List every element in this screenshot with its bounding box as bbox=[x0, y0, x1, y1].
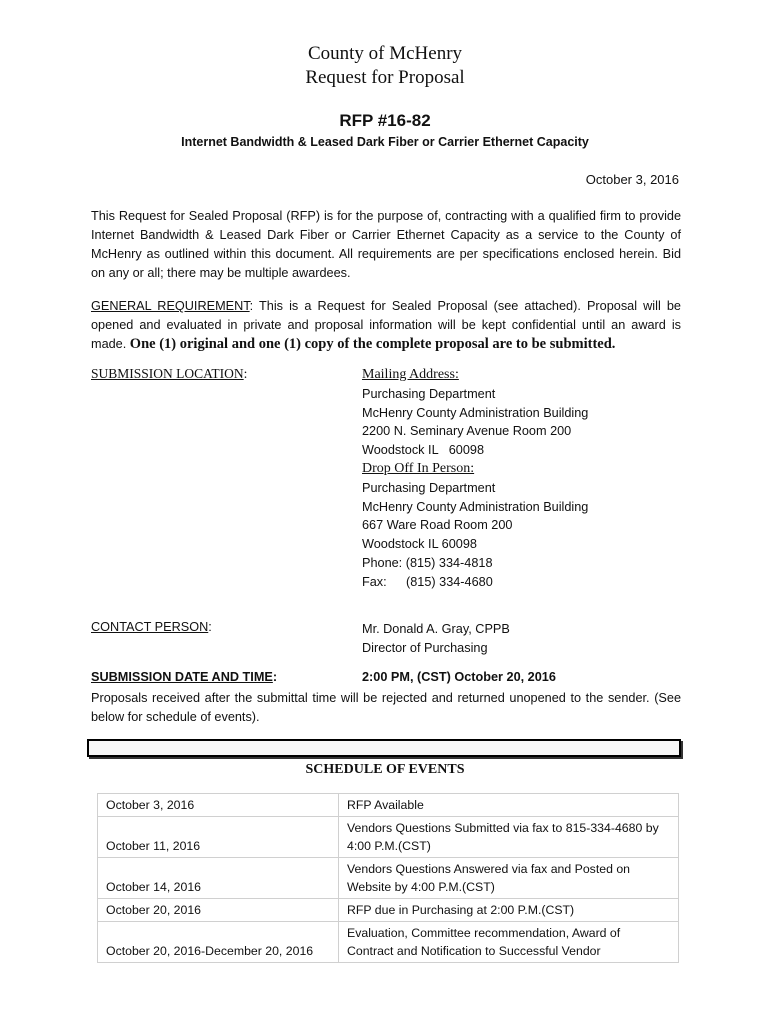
schedule-event: RFP due in Purchasing at 2:00 P.M.(CST) bbox=[339, 899, 679, 922]
general-requirement-paragraph bbox=[91, 297, 681, 354]
contact-title: Director of Purchasing bbox=[362, 640, 488, 655]
contact-name: Mr. Donald A. Gray, CPPB bbox=[362, 622, 510, 636]
table-row bbox=[98, 858, 679, 899]
schedule-date: October 14, 2016 bbox=[98, 858, 339, 899]
schedule-title: SCHEDULE OF EVENTS bbox=[305, 762, 465, 777]
mailing-line: 2200 N. Seminary Avenue Room 200 bbox=[362, 424, 572, 439]
section-divider-bar bbox=[87, 739, 681, 757]
schedule-event: Vendors Questions Submitted via fax to 815-334-4680 by 4:00 P.M.(CST) bbox=[339, 817, 679, 858]
table-row bbox=[98, 899, 679, 922]
fax-line: Fax: (815) 334-4680 bbox=[362, 574, 493, 589]
mailing-line: Purchasing Department bbox=[362, 386, 496, 401]
mailing-address-header: Mailing Address: bbox=[362, 367, 459, 382]
submission-location-label: SUBMISSION LOCATION: bbox=[91, 366, 248, 381]
general-requirement-bold: One (1) original and one (1) copy of the complete proposal are to be submitted. bbox=[129, 336, 616, 352]
intro-paragraph: This Request for Sealed Proposal (RFP) is for the purpose of, contracting with a qualified firm to provide Internet Bandwidth & Leased Dark Fiber or Carrier Ethernet Capacity as a service to the County of McHenry as outlined within this document. All requirements are per specifications enclosed herein. Bid on any or all; there may be multiple awardees. bbox=[91, 209, 681, 280]
contact-person bbox=[362, 620, 510, 658]
mailing-line: Woodstock IL 60098 bbox=[362, 443, 485, 458]
dropoff-line: 667 Ware Road Room 200 bbox=[362, 518, 513, 533]
submission-date-label: SUBMISSION DATE AND TIME: bbox=[91, 670, 278, 684]
general-requirement-text: : This is a Request for Sealed Proposal (see attached). Proposal will be opened and evaluated in private and proposal information will be kept confidential until an award is made. bbox=[91, 299, 681, 351]
dropoff-line: McHenry County Administration Building bbox=[362, 499, 589, 514]
schedule-date: October 3, 2016 bbox=[98, 794, 339, 817]
county-name: County of McHenry bbox=[307, 43, 463, 64]
table-row bbox=[98, 817, 679, 858]
submission-date-value: 2:00 PM, (CST) October 20, 2016 bbox=[362, 670, 556, 684]
submission-location-address bbox=[362, 366, 588, 592]
dropoff-line: Woodstock IL 60098 bbox=[362, 537, 477, 552]
submission-note: Proposals received after the submittal time will be rejected and returned unopened to the sender. (See below for schedule of events). bbox=[91, 691, 681, 724]
schedule-event: RFP Available bbox=[339, 794, 679, 817]
phone-line: Phone: (815) 334-4818 bbox=[362, 555, 493, 570]
rfp-subtitle: Internet Bandwidth & Leased Dark Fiber or Carrier Ethernet Capacity bbox=[181, 135, 589, 149]
schedule-table bbox=[97, 793, 679, 963]
schedule-event: Vendors Questions Answered via fax and Posted on Website by 4:00 P.M.(CST) bbox=[339, 858, 679, 899]
issue-date: October 3, 2016 bbox=[585, 172, 679, 187]
mailing-line: McHenry County Administration Building bbox=[362, 405, 589, 420]
document-title: Request for Proposal bbox=[305, 67, 465, 88]
general-requirement-label: GENERAL REQUIREMENT bbox=[91, 299, 250, 313]
rfp-number: RFP #16-82 bbox=[339, 111, 431, 130]
schedule-event: Evaluation, Committee recommendation, Award of Contract and Notification to Successful Vendor bbox=[339, 922, 679, 963]
table-row bbox=[98, 922, 679, 963]
dropoff-line: Purchasing Department bbox=[362, 480, 496, 495]
schedule-date: October 20, 2016-December 20, 2016 bbox=[98, 922, 339, 963]
schedule-date: October 11, 2016 bbox=[98, 817, 339, 858]
table-row bbox=[98, 794, 679, 817]
dropoff-header: Drop Off In Person: bbox=[362, 460, 475, 476]
contact-person-label: CONTACT PERSON: bbox=[91, 620, 212, 634]
schedule-date: October 20, 2016 bbox=[98, 899, 339, 922]
